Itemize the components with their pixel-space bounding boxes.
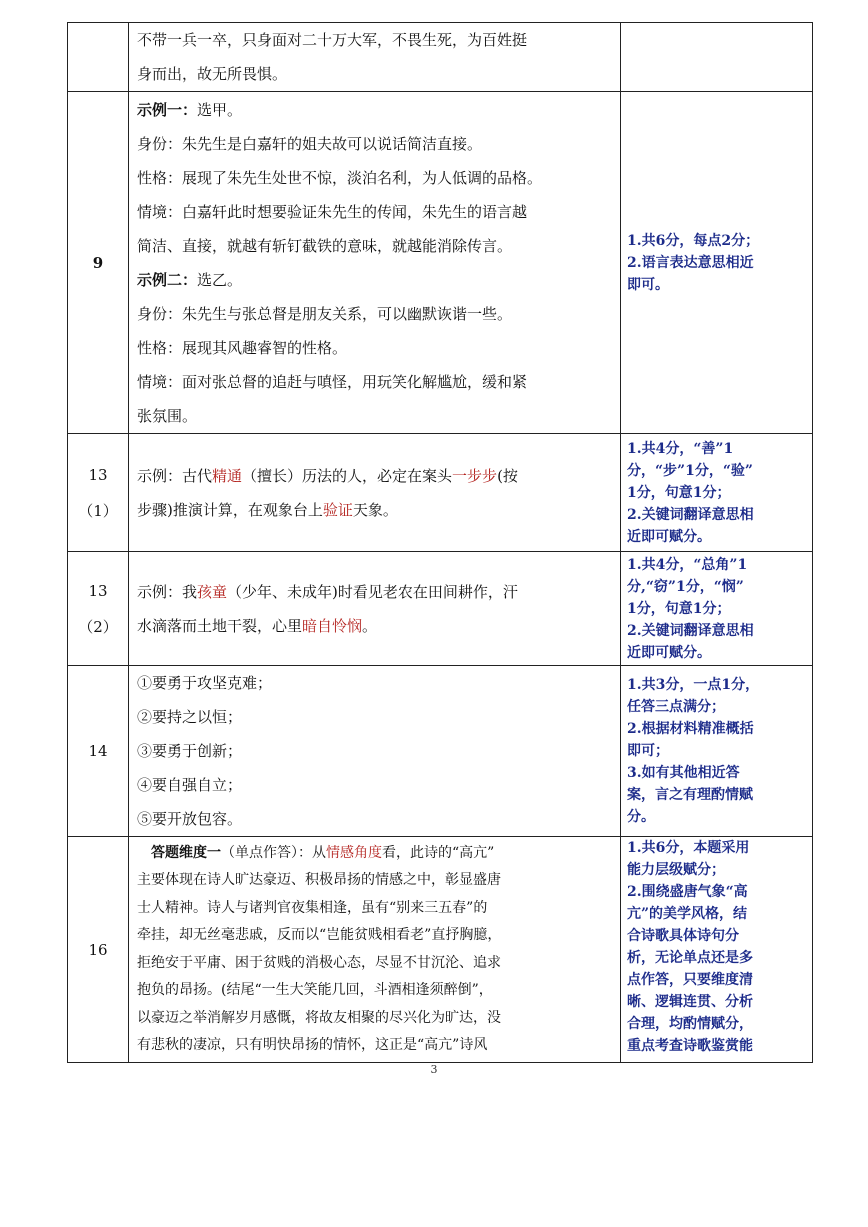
- score-line: 分，“步”1分，“验”: [627, 462, 753, 479]
- score-cell: [621, 92, 813, 434]
- answer-cell: [129, 434, 621, 552]
- answer-line: 士人精神。诗人与诸判官夜集相逢，虽有“别来三五春”的: [137, 899, 488, 916]
- answer-cell: [129, 837, 621, 1063]
- answer-line: 性格：展现了朱先生处世不惊，淡泊名利，为人低调的品格。: [137, 168, 543, 187]
- score-line: 任答三点满分；: [627, 699, 725, 715]
- score-line: 亢”的美学风格，结: [627, 906, 748, 922]
- answer-line: 水滴落而土地干裂，心里暗自怜悯。: [137, 616, 378, 635]
- score-line: 能力层级赋分；: [627, 862, 725, 878]
- question-number: 9: [68, 92, 129, 434]
- highlighted-term: 暗自怜悯: [302, 616, 363, 635]
- score-cell: [621, 23, 813, 92]
- score-line: 1.共3分，一点1分，: [627, 677, 760, 693]
- answer-line: 有悲秋的凄凉，只有明快昂扬的情怀，这正是“高亢”诗风: [137, 1037, 488, 1053]
- score-line: 1.共6分，本题采用: [627, 840, 750, 856]
- score-line: 合诗歌具体诗句分: [627, 928, 739, 944]
- answer-cell: [129, 666, 621, 837]
- example-heading: 示例二：选乙。: [137, 270, 243, 289]
- score-line: 1分，句意1分；: [627, 600, 731, 617]
- answer-line: 主要体现在诗人旷达豪迈、积极昂扬的情感之中，彰显盛唐: [137, 872, 501, 888]
- score-cell: [621, 434, 813, 552]
- answer-line: 拒绝安于平庸、困于贫贱的消极心态，尽显不甘沉沦、追求: [137, 954, 501, 971]
- page-number: 3: [430, 1063, 438, 1076]
- score-line: 近即可赋分。: [627, 528, 711, 545]
- score-line: 即可。: [627, 276, 669, 293]
- table-row: [68, 552, 813, 666]
- sub-number: （1）: [78, 501, 118, 520]
- answer-line: 示例：古代精通（擅长）历法的人，必定在案头一步步(按: [137, 466, 518, 485]
- table-row: [68, 666, 813, 837]
- question-number: 16: [68, 837, 129, 1063]
- answer-cell: [129, 552, 621, 666]
- answer-line: 性格：展现其风趣睿智的性格。: [137, 338, 348, 357]
- table-row: [68, 92, 813, 434]
- answer-line: 牵挂，却无丝毫悲戚，反而以“岂能贫贱相看老”直抒胸臆，: [137, 927, 502, 943]
- highlighted-term: 精通: [212, 466, 243, 485]
- score-line: 晰、逻辑连贯、分析: [627, 994, 753, 1010]
- score-line: 近即可赋分。: [627, 644, 711, 661]
- answer-line: 答题维度一（单点作答）：从情感角度看，此诗的“高亢”: [151, 844, 495, 861]
- highlighted-term: 孩童: [197, 582, 228, 601]
- score-cell: [621, 837, 813, 1063]
- score-line: 案，言之有理酌情赋: [627, 787, 753, 803]
- score-line: 合理，均酌情赋分，: [627, 1016, 753, 1032]
- example-label: 示例二：: [137, 270, 198, 289]
- example-heading: 示例一：选甲。: [137, 100, 243, 119]
- example-label: 示例一：: [137, 100, 198, 119]
- answer-line: 身而出，故无所畏惧。: [137, 65, 288, 83]
- answer-line: 示例：我孩童（少年、未成年)时看见老农在田间耕作，汗: [137, 582, 518, 601]
- table-row: [68, 434, 813, 552]
- score-line: 1.共4分，“总角”1: [627, 556, 748, 573]
- answer-line: ①要勇于攻坚克难；: [137, 674, 273, 692]
- score-line: 1.共4分，“善”1: [627, 440, 734, 457]
- score-line: 重点考查诗歌鉴赏能: [627, 1038, 753, 1054]
- answer-line: ③要勇于创新；: [137, 742, 243, 760]
- answer-line: 步骤)推演计算，在观象台上验证天象。: [137, 500, 398, 519]
- score-line: 2.关键词翻译意思相: [627, 622, 754, 639]
- score-line: 2.根据材料精准概括: [627, 721, 754, 737]
- question-number: 13 （1）: [68, 434, 129, 552]
- highlighted-term: 情感角度: [326, 844, 382, 861]
- answer-line: 情境：面对张总督的追赶与嗔怪，用玩笑化解尴尬，缓和紧: [137, 372, 528, 391]
- answer-line: 以豪迈之举消解岁月感慨，将故友相聚的尽兴化为旷达，没: [137, 1009, 501, 1026]
- answer-line: 身份：朱先生与张总督是朋友关系，可以幽默诙谐一些。: [137, 304, 513, 323]
- score-line: 分,“窃”1分，“悯”: [627, 578, 744, 595]
- score-line: 点作答，只要维度清: [627, 972, 753, 988]
- score-cell: [621, 552, 813, 666]
- question-number: 14: [68, 666, 129, 837]
- answer-line: 张氛围。: [137, 406, 198, 425]
- sub-number: （2）: [78, 617, 118, 636]
- answer-line: 抱负的昂扬。(结尾“一生大笑能几回，斗酒相逢须醉倒”，: [137, 982, 493, 998]
- question-number: [68, 23, 129, 92]
- answer-cell: [129, 92, 621, 434]
- answer-cell: [129, 23, 621, 92]
- score-line: 析，无论单点还是多: [627, 950, 753, 966]
- dimension-label: 答题维度一: [151, 844, 221, 861]
- score-cell: [621, 666, 813, 837]
- score-line: 分。: [627, 809, 655, 825]
- score-line: 1分，句意1分；: [627, 484, 731, 501]
- answer-line: ②要持之以恒；: [137, 708, 243, 726]
- score-line: 2.关键词翻译意思相: [627, 506, 754, 523]
- score-line: 3.如有其他相近答: [627, 765, 740, 781]
- answer-line: 情境：白嘉轩此时想要验证朱先生的传闻，朱先生的语言越: [137, 202, 528, 221]
- highlighted-term: 一步步: [452, 466, 498, 485]
- answer-line: 不带一兵一卒，只身面对二十万大军，不畏生死，为百姓挺: [137, 31, 528, 49]
- score-line: 1.共6分，每点2分；: [627, 232, 760, 249]
- table-row: [68, 837, 813, 1063]
- table-row: [68, 23, 813, 92]
- score-line: 2.围绕盛唐气象“高: [627, 884, 748, 900]
- question-number: 13 （2）: [68, 552, 129, 666]
- answer-table: [67, 22, 813, 1063]
- score-line: 2.语言表达意思相近: [627, 254, 754, 271]
- answer-line: ④要自强自立；: [137, 776, 243, 794]
- answer-line: ⑤要开放包容。: [137, 810, 243, 828]
- answer-line: 简洁、直接，就越有斩钉截铁的意味，就越能消除传言。: [137, 236, 513, 255]
- answer-line: 身份：朱先生是白嘉轩的姐夫故可以说话简洁直接。: [137, 134, 483, 153]
- highlighted-term: 验证: [322, 500, 353, 519]
- score-line: 即可；: [627, 743, 669, 759]
